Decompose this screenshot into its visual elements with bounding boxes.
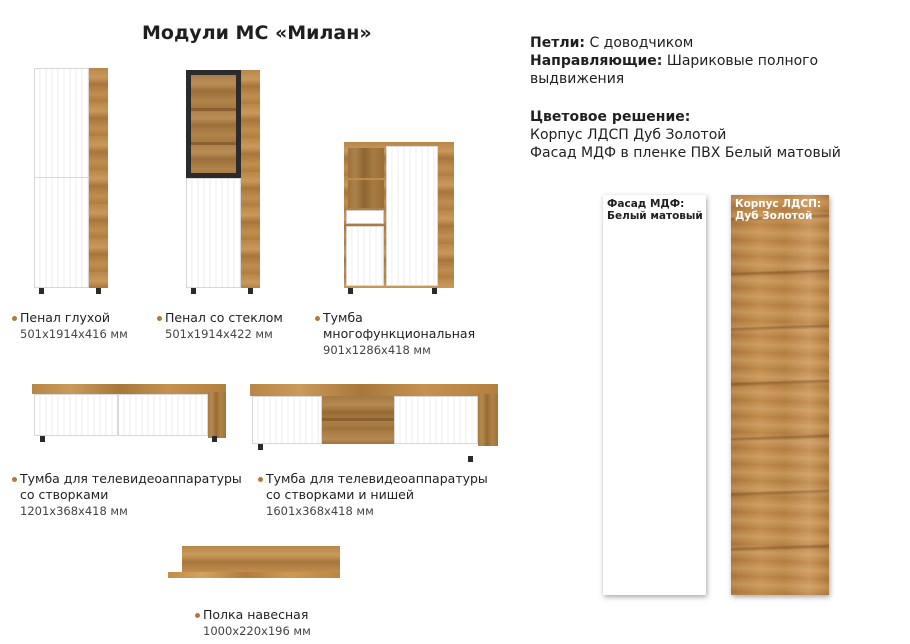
- facade-swatch-label: [607, 198, 703, 222]
- caption-tumba-multi: [315, 310, 475, 358]
- item-dims: 1201х368х418 мм: [20, 504, 128, 518]
- color-title: Цветовое решение:: [530, 109, 691, 125]
- guides-value: Шариковые полного: [666, 53, 819, 69]
- bullet-icon: [12, 477, 17, 482]
- item-dims: 901х1286х418 мм: [323, 343, 431, 357]
- caption-tv-niche: [258, 471, 488, 519]
- item-name: Пенал со стеклом: [165, 310, 283, 325]
- item-dims: 1601х368х418 мм: [266, 504, 374, 518]
- guides-row: [530, 52, 841, 70]
- item-dims: 1000х220х196 мм: [203, 624, 311, 638]
- item-name: Тумба: [323, 310, 363, 325]
- tumba-multi-image: [344, 142, 454, 294]
- bullet-icon: [315, 316, 320, 321]
- item-name: Пенал глухой: [20, 310, 111, 325]
- item-dims: 501х1914х416 мм: [20, 327, 128, 341]
- guides-label: Направляющие:: [530, 53, 663, 69]
- hinges-value: С доводчиком: [589, 35, 694, 51]
- specs-block: [530, 34, 841, 162]
- item-name-cont: многофункциональная: [323, 326, 476, 341]
- tv-niche-image: [250, 384, 498, 464]
- bullet-icon: [195, 613, 200, 618]
- body-swatch-label: [735, 198, 821, 222]
- body-label-line2: Дуб Золотой: [735, 210, 813, 222]
- item-dims: 501х1914х422 мм: [165, 327, 273, 341]
- caption-penal-glass: [157, 310, 283, 342]
- color-line-1: Корпус ЛДСП Дуб Золотой: [530, 127, 727, 143]
- bullet-icon: [12, 316, 17, 321]
- caption-penal-blind: [12, 310, 128, 342]
- facade-swatch: [603, 195, 706, 595]
- color-line-2: Фасад МДФ в пленке ПВХ Белый матовый: [530, 145, 841, 161]
- penal-blind-image: [34, 68, 108, 294]
- guides-value-cont: выдвижения: [530, 71, 625, 87]
- item-name: Полка навесная: [203, 607, 309, 622]
- hinges-label: Петли:: [530, 35, 585, 51]
- body-swatch: [731, 195, 829, 595]
- bullet-icon: [157, 316, 162, 321]
- caption-shelf: [195, 607, 311, 639]
- item-name: Тумба для телевидеоаппаратуры: [266, 471, 488, 486]
- hinges-row: [530, 34, 841, 52]
- item-name-cont: со створками: [20, 487, 109, 502]
- facade-label-line1: Фасад МДФ:: [607, 198, 685, 210]
- caption-tv-doors: [12, 471, 242, 519]
- bullet-icon: [258, 477, 263, 482]
- item-name: Тумба для телевидеоаппаратуры: [20, 471, 242, 486]
- item-name-cont: со створками и нишей: [266, 487, 414, 502]
- shelf-image: [168, 546, 342, 582]
- page-title: Модули МС «Милан»: [142, 22, 372, 44]
- penal-glass-image: [186, 70, 260, 294]
- facade-label-line2: Белый матовый: [607, 210, 703, 222]
- body-label-line1: Корпус ЛДСП:: [735, 198, 822, 210]
- tv-doors-image: [32, 384, 226, 444]
